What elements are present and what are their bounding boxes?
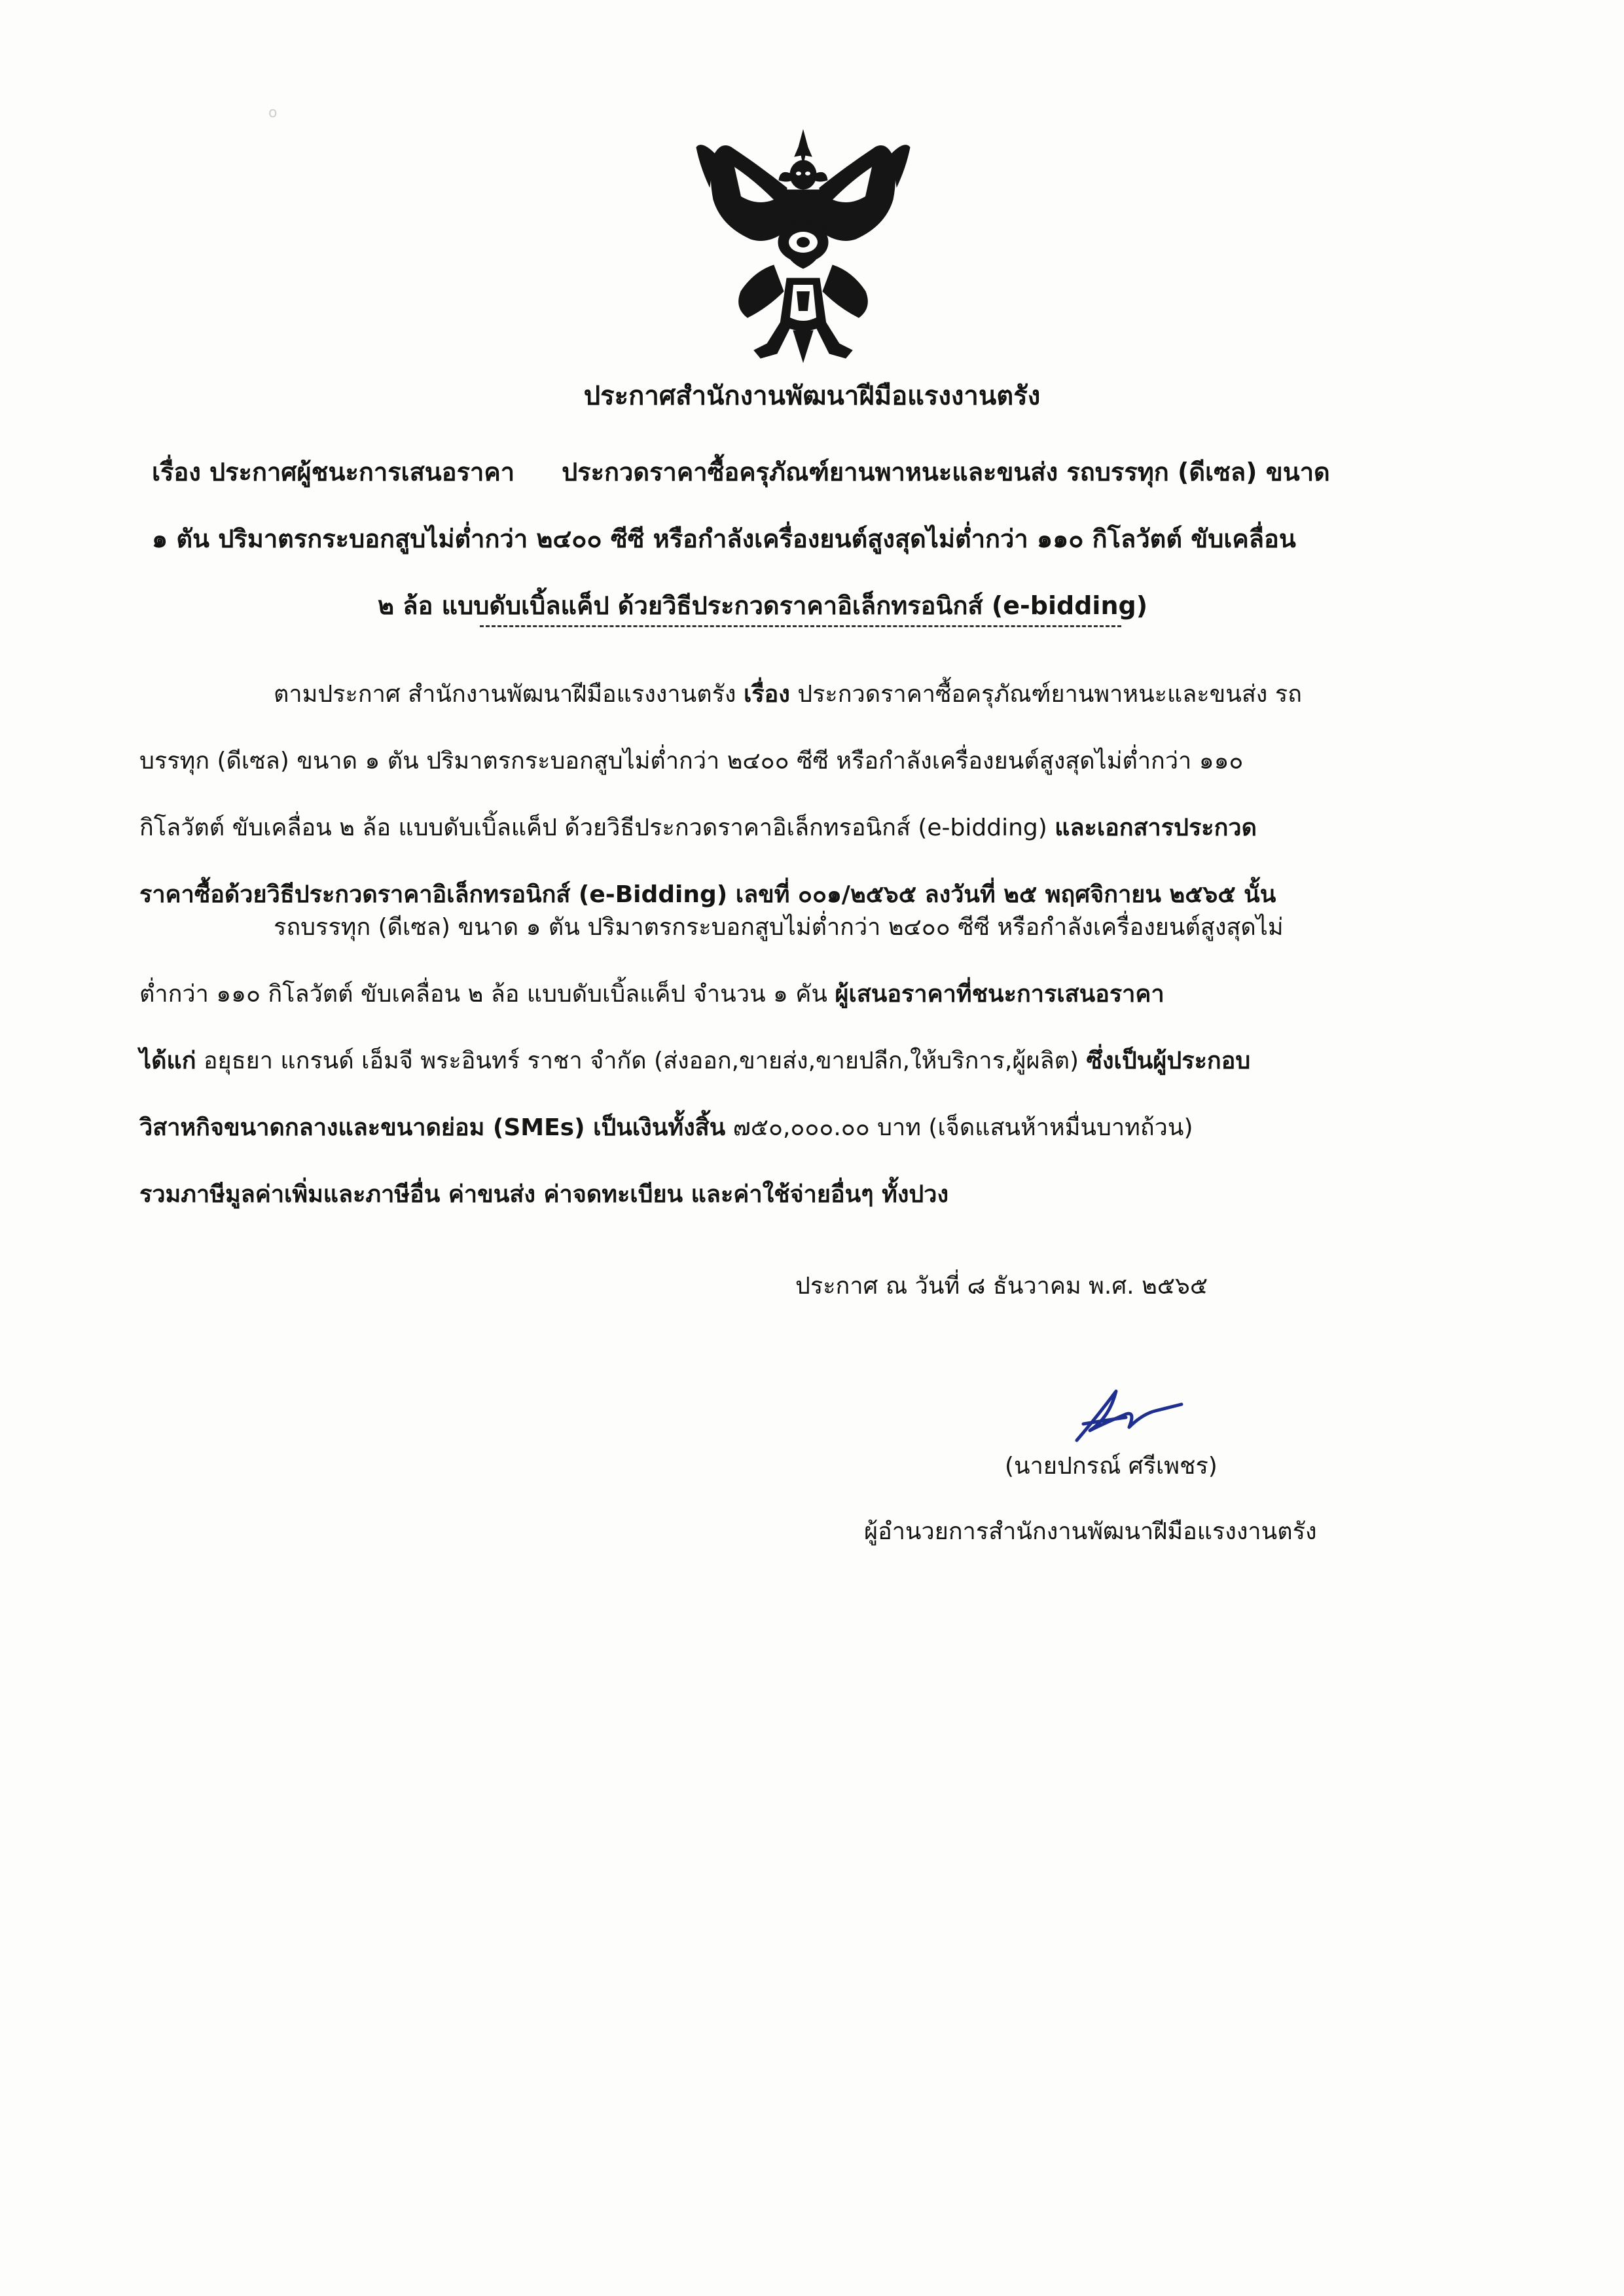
text-segment: ต่ำกว่า ๑๑๐ กิโลวัตต์ ขับเคลื่อน ๒ ล้อ แบบดับเบิ้ลแค็ป จำนวน ๑ คัน — [139, 981, 835, 1008]
text-segment-bold: และเอกสารประกวด — [1055, 814, 1257, 841]
subject-line-2: ๑ ตัน ปริมาตรกระบอกสูบไม่ต่ำกว่า ๒๔๐๐ ซีซี หรือกำลังเครื่องยนต์สูงสุดไม่ต่ำกว่า ๑๑๐ กิโลวัตต์ ขับเคลื่อน — [152, 524, 1296, 553]
subject-text-1: ประกวดราคาซื้อครุภัณฑ์ยานพาหนะและขนส่ง รถบรรทุก (ดีเซล) ขนาด — [562, 458, 1330, 486]
text-segment: ๗๕๐,๐๐๐.๐๐ บาท (เจ็ดแสนห้าหมื่นบาทถ้วน) — [725, 1114, 1193, 1141]
paragraph-1-line-1 — [139, 661, 1481, 728]
paragraph-2-line-1: รถบรรทุก (ดีเซล) ขนาด ๑ ตัน ปริมาตรกระบอกสูบไม่ต่ำกว่า ๒๔๐๐ ซีซี หรือกำลังเครื่องยนต์สูงสุดไม่ — [274, 914, 1284, 941]
text-segment: อยุธยา แกรนด์ เอ็มจี พระอินทร์ ราชา จำกัด (ส่งออก,ขายส่ง,ขายปลีก,ให้บริการ,ผู้ผลิต) — [196, 1048, 1087, 1074]
text-segment-bold: วิสาหกิจขนาดกลางและขนาดย่อม (SMEs) เป็นเงินทั้งสิ้น — [139, 1114, 726, 1141]
text-segment-bold: เรื่อง — [743, 681, 790, 708]
subject-block — [152, 439, 1481, 639]
subject-line-3: ๒ ล้อ แบบดับเบิ้ลแค็ป ด้วยวิธีประกวดราคาอิเล็กทรอนิกส์ (e-bidding) — [378, 591, 1148, 620]
subject-line-1 — [152, 439, 1481, 505]
paragraph-2-line-5: รวมภาษีมูลค่าเพิ่มและภาษีอื่น ค่าขนส่ง ค่าจดทะเบียน และค่าใช้จ่ายอื่นๆ ทั้งปวง — [139, 1181, 949, 1208]
paragraph-1-line-4: ราคาซื้อด้วยวิธีประกวดราคาอิเล็กทรอนิกส์ (e-Bidding) เลขที่ ๐๐๑/๒๕๖๕ ลงวันที่ ๒๕ พฤศจิกายน ๒๕๖๕ นั้น — [139, 881, 1276, 908]
handwritten-signature — [1064, 1378, 1188, 1450]
text-segment-bold: ซึ่งเป็นผู้ประกอบ — [1086, 1048, 1251, 1074]
paragraph-2-line-3 — [139, 1028, 1481, 1095]
signer-title: ผู้อำนวยการสำนักงานพัฒนาฝีมือแรงงานตรัง — [864, 1518, 1317, 1545]
paragraph-1 — [139, 661, 1481, 928]
garuda-emblem-icon — [695, 128, 911, 363]
text-segment-bold: ได้แก่ — [139, 1048, 196, 1074]
paragraph-1-line-2: บรรทุก (ดีเซล) ขนาด ๑ ตัน ปริมาตรกระบอกสูบไม่ต่ำกว่า ๒๔๐๐ ซีซี หรือกำลังเครื่องยนต์สูงสุดไม่ต่ำกว่า ๑๑๐ — [139, 748, 1244, 774]
dashed-divider — [480, 625, 1121, 627]
paragraph-2-line-4 — [139, 1095, 1481, 1161]
paragraph-1-line-3 — [139, 795, 1481, 862]
announcement-title: ประกาศสำนักงานพัฒนาฝีมือแรงงานตรัง — [583, 381, 1041, 411]
signer-name: (นายปกรณ์ ศรีเพชร) — [1005, 1453, 1218, 1480]
text-segment: ตามประกาศ สำนักงานพัฒนาฝีมือแรงงานตรัง — [274, 681, 744, 708]
subject-label: เรื่อง ประกาศผู้ชนะการเสนอราคา — [152, 458, 515, 486]
scan-speck: o — [268, 105, 278, 121]
paragraph-2 — [139, 894, 1481, 1228]
paragraph-2-line-2 — [139, 961, 1481, 1028]
announcement-date: ประกาศ ณ วันที่ ๘ ธันวาคม พ.ศ. ๒๕๖๕ — [795, 1273, 1208, 1300]
text-segment: ประกวดราคาซื้อครุภัณฑ์ยานพาหนะและขนส่ง รถ — [789, 681, 1302, 708]
text-segment-bold: ผู้เสนอราคาที่ชนะการเสนอราคา — [835, 981, 1164, 1008]
text-segment: กิโลวัตต์ ขับเคลื่อน ๒ ล้อ แบบดับเบิ้ลแค็ป ด้วยวิธีประกวดราคาอิเล็กทรอนิกส์ (e-bidding) — [139, 814, 1055, 841]
